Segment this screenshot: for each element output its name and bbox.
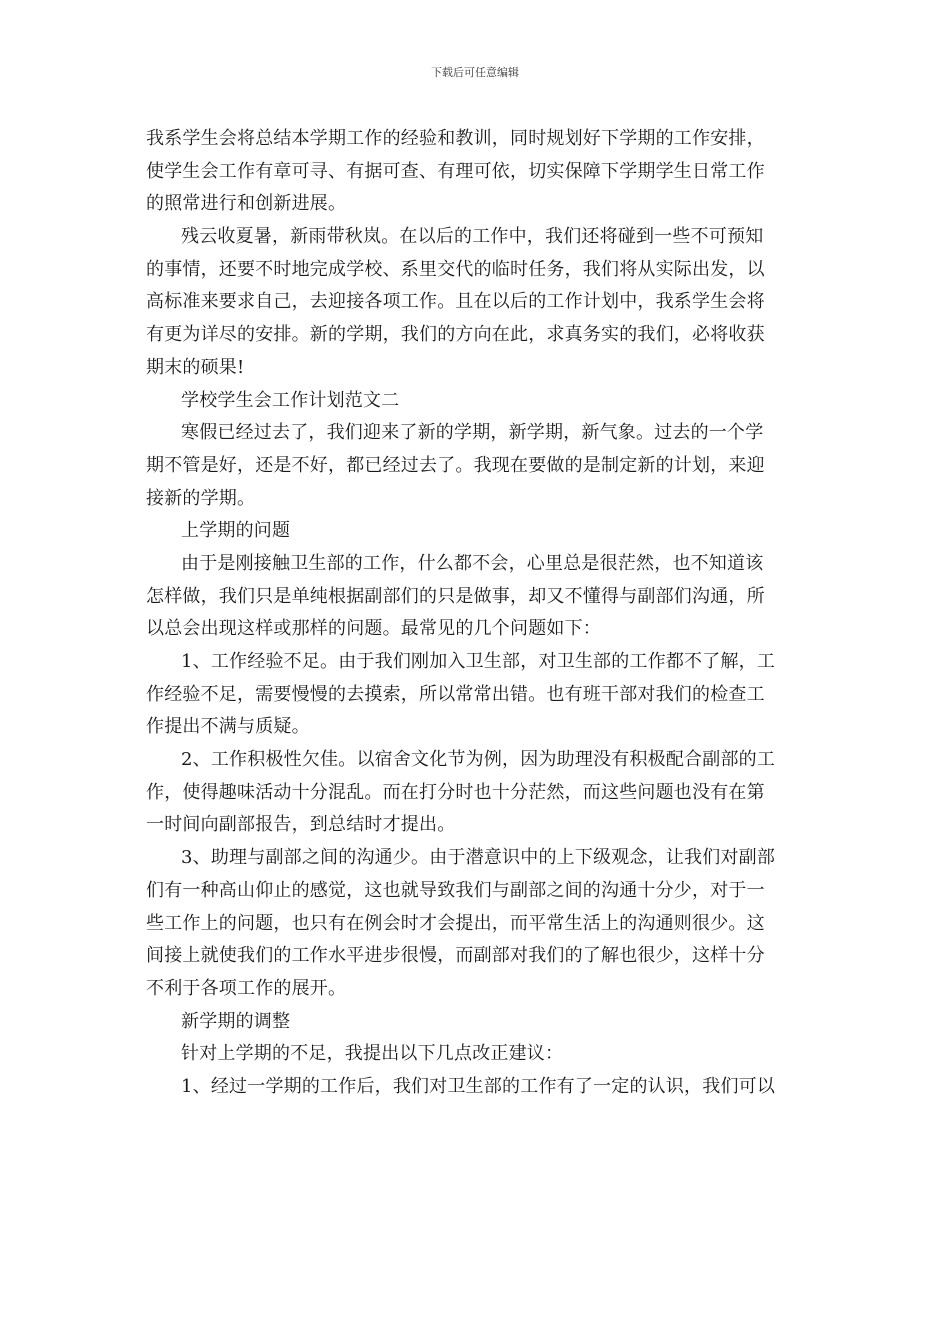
text-line: 1、工作经验不足。由于我们刚加入卫生部，对卫生部的工作都不了解，工: [181, 651, 776, 672]
page-header: 下载后可任意编辑: [431, 66, 519, 79]
text-line: 间接上就使我们的工作水平进步很慢，而副部对我们的了解也很少，这样十分: [146, 945, 765, 967]
text-line: 残云收夏暑，新雨带秋岚。在以后的工作中，我们还将碰到一些不可预知: [181, 226, 764, 248]
text-line: 新学期的调整: [181, 1010, 291, 1032]
text-line: 作，使得趣味活动十分混乱。而在打分时也十分茫然，而这些问题也没有在第: [146, 781, 765, 803]
text-line: 期不管是好，还是不好，都已经过去了。我现在要做的是制定新的计划，来迎: [146, 454, 765, 476]
text-line: 有更为详尽的安排。新的学期，我们的方向在此，求真务实的我们，必将收获: [146, 324, 765, 346]
text-line: 1、经过一学期的工作后，我们对卫生部的工作有了一定的认识，我们可以: [181, 1075, 776, 1097]
text-line: 期末的硕果!: [146, 356, 245, 378]
document-body: [146, 123, 808, 1104]
text-line: 使学生会工作有章可寻、有据可查、有理可依，切实保障下学期学生日常工作: [146, 160, 765, 182]
text-line: 的照常进行和创新进展。: [146, 193, 347, 215]
text-line: 针对上学期的不足，我提出以下几点改正建议：: [181, 1043, 564, 1065]
text-line: 3、助理与副部之间的沟通少。由于潜意识中的上下级观念，让我们对副部: [181, 847, 776, 869]
text-line: 们有一种高山仰止的感觉，这也就导致我们与副部之间的沟通十分少，对于一: [146, 879, 765, 901]
text-line: 以总会出现这样或那样的问题。最常见的几个问题如下：: [146, 618, 601, 640]
text-line: 2、工作积极性欠佳。以宿舍文化节为例，因为助理没有积极配合副部的工: [181, 749, 776, 771]
text-line: 学校学生会工作计划范文二: [181, 389, 400, 411]
text-line: 寒假已经过去了，我们迎来了新的学期，新学期，新气象。过去的一个学: [181, 422, 764, 444]
text-line: 作提出不满与质疑。: [146, 716, 310, 738]
text-line: 一时间向副部报告，到总结时才提出。: [146, 814, 456, 836]
text-line: 上学期的问题: [181, 520, 291, 542]
text-line: 作经验不足，需要慢慢的去摸索，所以常常出错。也有班干部对我们的检查工: [146, 683, 765, 705]
text-line: 些工作上的问题，也只有在例会时才会提出，而平常生活上的沟通则很少。这: [146, 912, 765, 934]
text-line: 的事情，还要不时地完成学校、系里交代的临时任务，我们将从实际出发，以: [146, 258, 765, 280]
text-line: 高标准来要求自己，去迎接各项工作。且在以后的工作计划中，我系学生会将: [146, 291, 765, 313]
text-line: 怎样做，我们只是单纯根据副部们的只是做事，却又不懂得与副部们沟通，所: [146, 585, 765, 607]
text-line: 由于是刚接触卫生部的工作，什么都不会，心里总是很茫然，也不知道该: [181, 552, 764, 574]
text-line: 我系学生会将总结本学期工作的经验和教训，同时规划好下学期的工作安排，: [146, 128, 765, 149]
text-line: 不利于各项工作的展开。: [146, 977, 347, 999]
text-line: 接新的学期。: [146, 487, 256, 509]
